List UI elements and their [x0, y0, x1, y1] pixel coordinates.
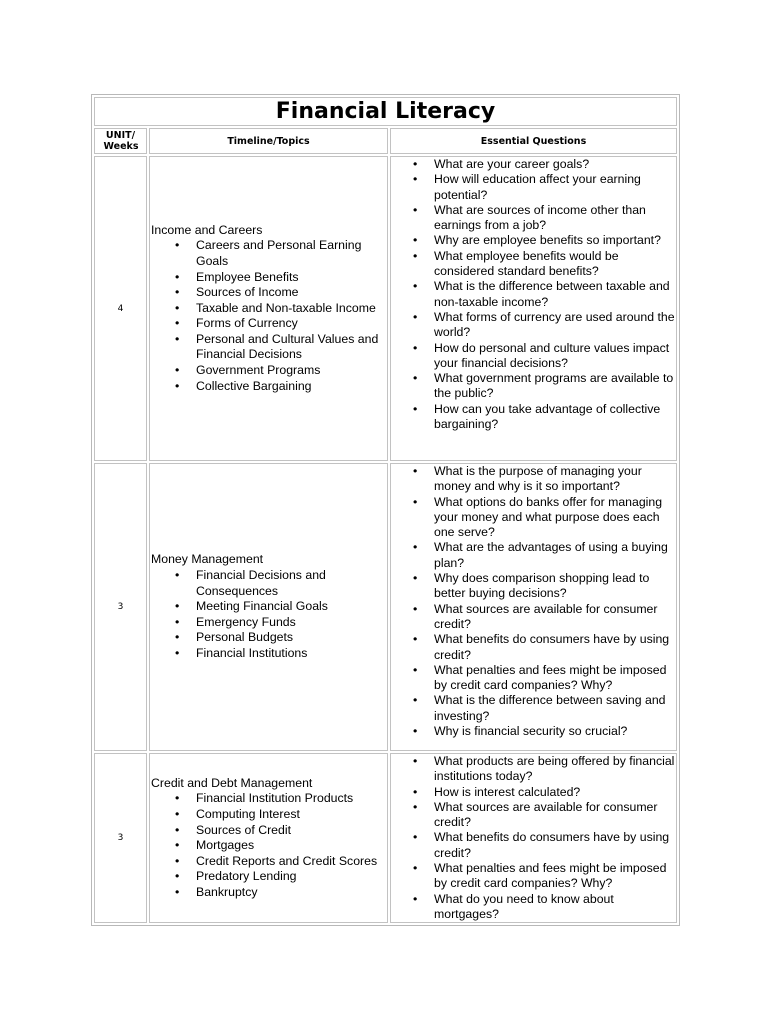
unit-topic-title: Money Management [151, 552, 264, 567]
unit-row-income-careers [94, 156, 677, 461]
question-item: • What products are being offered by financial institutions today? [413, 754, 676, 785]
questions-list [391, 464, 676, 739]
topic-item: • Credit Reports and Credit Scores [175, 854, 387, 870]
topic-item: • Financial Decisions and Consequences [175, 568, 387, 599]
topic-item: • Collective Bargaining [175, 379, 387, 395]
question-item: • What sources are available for consumer credit? [413, 800, 676, 831]
question-item: • Why does comparison shopping lead to better buying decisions? [413, 571, 676, 602]
question-item: • What is the purpose of managing your money and why is it so important? [413, 464, 676, 495]
question-item: • How will education affect your earning potential? [413, 172, 676, 203]
question-item: • What are the advantages of using a buying plan? [413, 540, 676, 571]
unit-weeks-cell: 4 [94, 156, 147, 461]
unit-topic-title: Income and Careers [151, 222, 263, 237]
topic-item: • Bankruptcy [175, 885, 387, 901]
topics-cell [149, 463, 388, 751]
question-item: • What forms of currency are used around the world? [413, 310, 676, 341]
topic-item: • Financial Institutions [175, 646, 387, 662]
questions-cell [390, 156, 677, 461]
question-item: • What sources are available for consumer credit? [413, 602, 676, 633]
question-item: • Why are employee benefits so important? [413, 233, 676, 248]
topic-item: • Emergency Funds [175, 615, 387, 631]
header-topics: Timeline/Topics [149, 128, 388, 154]
topic-item: • Forms of Currency [175, 316, 387, 332]
document-title: Financial Literacy [94, 97, 677, 126]
question-item: • What benefits do consumers have by using credit? [413, 830, 676, 861]
header-questions: Essential Questions [390, 128, 677, 154]
question-item: • What is the difference between taxable and non-taxable income? [413, 279, 676, 310]
question-item: • What options do banks offer for managing your money and what purpose does each one serve? [413, 495, 676, 541]
questions-cell [390, 753, 677, 923]
curriculum-table [91, 94, 680, 926]
topics-cell [149, 753, 388, 923]
question-item: • What penalties and fees might be imposed by credit card companies? Why? [413, 861, 676, 892]
topic-item: • Taxable and Non-taxable Income [175, 301, 387, 317]
question-item: • What employee benefits would be considered standard benefits? [413, 249, 676, 280]
topic-item: • Predatory Lending [175, 869, 387, 885]
unit-weeks-cell: 3 [94, 753, 147, 923]
header-unit-weeks [94, 128, 147, 154]
topics-cell [149, 156, 388, 461]
topic-item: • Sources of Credit [175, 823, 387, 839]
topic-item: • Government Programs [175, 363, 387, 379]
topic-item: • Employee Benefits [175, 270, 387, 286]
question-item: • How is interest calculated? [413, 785, 676, 800]
topic-item: • Meeting Financial Goals [175, 599, 387, 615]
topic-item: • Mortgages [175, 838, 387, 854]
question-item: • What government programs are available to the public? [413, 371, 676, 402]
question-item: • How can you take advantage of collective bargaining? [413, 402, 676, 433]
unit-row-credit-debt [94, 753, 677, 923]
question-item: • What are sources of income other than earnings from a job? [413, 203, 676, 234]
question-item: • What are your career goals? [413, 157, 676, 172]
header-unit-weeks-label: UNIT/ Weeks [103, 130, 139, 152]
topic-item: • Computing Interest [175, 807, 387, 823]
question-item: • Why is financial security so crucial? [413, 724, 676, 739]
questions-list [391, 157, 676, 432]
question-item: • How do personal and culture values impact your financial decisions? [413, 341, 676, 372]
topic-item: • Careers and Personal Earning Goals [175, 238, 387, 269]
unit-topic-title: Credit and Debt Management [151, 775, 313, 790]
topic-item: • Sources of Income [175, 285, 387, 301]
unit-weeks-cell: 3 [94, 463, 147, 751]
questions-list [391, 754, 676, 922]
topics-list [151, 238, 387, 394]
unit-row-money-management [94, 463, 677, 751]
topics-list [151, 791, 387, 900]
topics-list [151, 568, 387, 662]
question-item: • What is the difference between saving and investing? [413, 693, 676, 724]
question-item: • What benefits do consumers have by using credit? [413, 632, 676, 663]
topic-item: • Personal Budgets [175, 630, 387, 646]
questions-cell [390, 463, 677, 751]
title-row [94, 97, 677, 126]
topic-item: • Personal and Cultural Values and Financial Decisions [175, 332, 387, 363]
question-item: • What do you need to know about mortgages? [413, 892, 676, 923]
topic-item: • Financial Institution Products [175, 791, 387, 807]
header-row [94, 128, 677, 154]
question-item: • What penalties and fees might be imposed by credit card companies? Why? [413, 663, 676, 694]
